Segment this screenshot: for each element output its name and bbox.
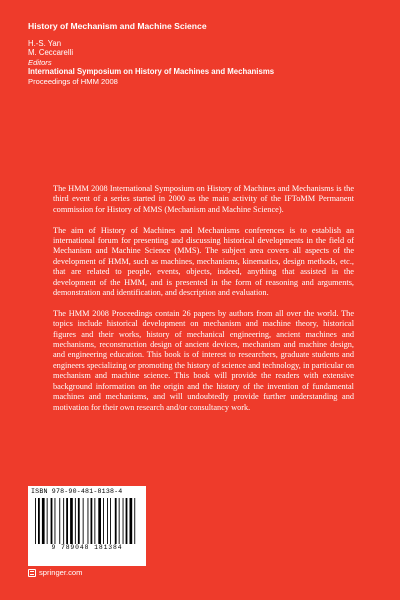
editor-name: H.-S. Yan (28, 39, 62, 48)
isbn-barcode (28, 486, 146, 566)
editors-label: Editors (28, 57, 52, 67)
proceedings-label: Proceedings of HMM 2008 (28, 76, 118, 86)
description-paragraph: The HMM 2008 Proceedings contain 26 papers by authors from all over the world. The topics include historical development on mechanism and machine theory, historical figures and their works, history of mechanical engineering, ancient machines and mechanisms, reconstruction design of ancient devices, mechanism and machine design, and engineering education. This book is of interest to researchers, graduate students and engineers specializing or promoting the history of science and technology, in particular on mechanism and machine science. This book will provide the readers with extensive background information on the origin and the history of the invention of fundamental machines and mechanisms, and will undoubtedly provide further understanding and motivation for their own research and/or consultancy work. (53, 308, 354, 412)
publisher-url-text: springer.com (39, 568, 83, 577)
editor-name: M. Ceccarelli (28, 48, 74, 58)
isbn-label: ISBN 978-90-481-8138-4 (31, 488, 123, 495)
cover-header (28, 21, 368, 86)
description-paragraph: The aim of History of Machines and Mechanisms conferences is to establish an international forum for presenting and discussing historical developments in the field of Mechanism and Machine Science (MMS). The subject area covers all aspects of the development of HMM, such as machines, mechanisms, kinematics, design methods, etc., that are related to people, events, objects, indeed, anything that assisted in the development of the HMM, and is presented in the form of reasoning and arguments, demonstration and identification, and description and evaluation. (53, 225, 354, 298)
publisher-url[interactable] (28, 568, 82, 577)
springer-logo-icon (28, 569, 36, 577)
series-title: History of Mechanism and Machine Science (28, 21, 207, 31)
symposium-title: International Symposium on History of Machines and Mechanisms (28, 67, 275, 77)
description-paragraph: The HMM 2008 International Symposium on History of Machines and Mechanisms is the third event of a series started in 2000 as the main activity of the IFToMM Permanent commission for History of MMS (Mechanism and Machine Science). (53, 184, 354, 214)
barcode-number: 9 789048 181384 (51, 544, 123, 551)
book-description (53, 184, 354, 423)
barcode-bars (35, 498, 139, 544)
